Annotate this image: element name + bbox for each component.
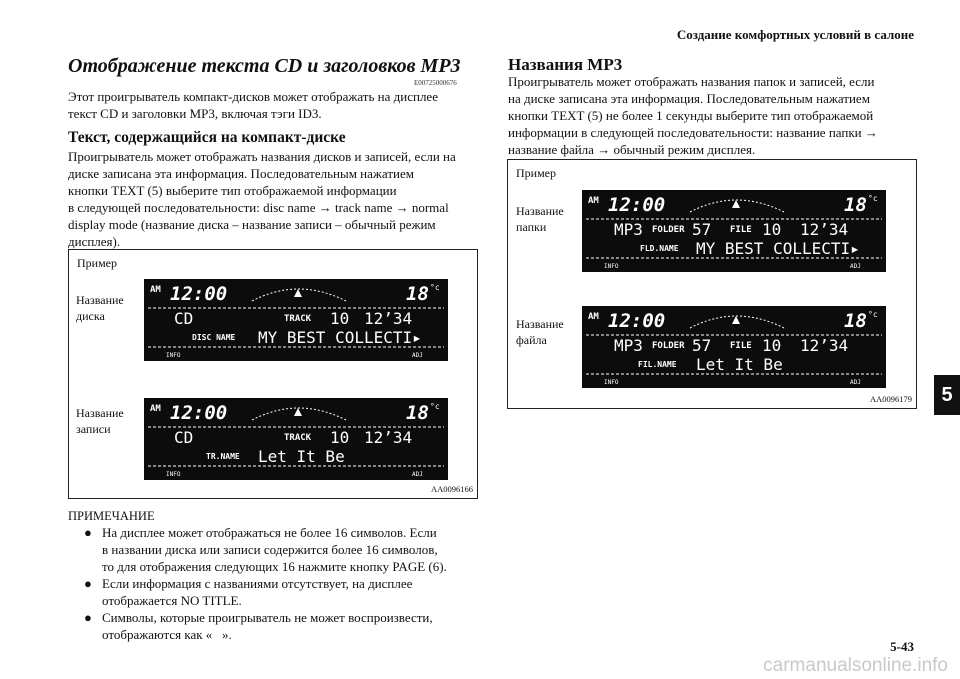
lcd-display-disc: [144, 279, 448, 361]
track-number: 10: [330, 309, 350, 328]
note-item: [84, 524, 447, 575]
folder-number: 57: [692, 220, 712, 239]
bullet-icon: ●: [84, 610, 92, 625]
title-text: MY BEST COLLECTI▸: [696, 239, 860, 258]
play-time: 12’34: [800, 336, 849, 355]
page-title: Отображение текста CD и заголовков MP3: [68, 55, 461, 77]
text-line: Проигрыватель может отображать названия дисков и записей, если на: [68, 149, 456, 164]
label-line: диска: [76, 309, 105, 323]
label-line: папки: [516, 220, 547, 234]
page-number: 5-43: [890, 639, 914, 654]
adj-label: ADJ: [412, 352, 423, 359]
text-line: то для отображения следующих 16 нажмите кнопку PAGE (6).: [102, 559, 447, 574]
text-line: информации в следующей последовательности: название папки →: [508, 125, 878, 140]
lcd-display-folder: [582, 190, 886, 272]
folder-number: 57: [692, 336, 712, 355]
text-line: кнопки TEXT (5) выберите тип отображаемой информации: [68, 183, 397, 198]
note-title: ПРИМЕЧАНИЕ: [68, 509, 155, 523]
airflow-icon: [732, 316, 740, 324]
text-line: Этот проигрыватель компакт-дисков может отображать на дисплее: [68, 89, 438, 104]
text-line: display mode (название диска – название записи – обычный режим: [68, 217, 436, 232]
temperature-display: 18: [406, 402, 429, 424]
temperature-unit: °c: [430, 402, 440, 411]
text-line: дисплея).: [68, 234, 121, 249]
lcd-display-file: [582, 306, 886, 388]
file-tag: FILE: [730, 225, 752, 235]
label-file-name: [516, 316, 564, 348]
cd-text-paragraph: [68, 148, 456, 250]
note-item: [84, 609, 447, 643]
section-header: Создание комфортных условий в салоне: [676, 27, 914, 42]
section-code: E00725000676: [414, 79, 457, 87]
text-line: название файла → обычный режим дисплея.: [508, 142, 756, 157]
temperature-display: 18: [844, 194, 867, 216]
clock-display: 12:00: [170, 402, 228, 424]
adj-label: ADJ: [850, 263, 861, 270]
text-line: в следующей последовательности: disc name → track name → normal: [68, 200, 449, 215]
label-line: файла: [516, 333, 547, 347]
name-tag: DISC NAME: [192, 333, 236, 342]
info-label: INFO: [166, 352, 181, 359]
figure-code: AA0096179: [869, 394, 912, 404]
label-line: Название: [516, 204, 564, 218]
source-mode: CD: [174, 309, 194, 328]
file-number: 10: [762, 336, 782, 355]
bullet-icon: ●: [84, 525, 92, 540]
temperature-unit: °c: [868, 194, 878, 203]
folder-tag: FOLDER: [652, 225, 685, 235]
play-time: 12’34: [800, 220, 849, 239]
label-line: Название: [516, 317, 564, 331]
text-line: Символы, которые проигрыватель не может воспроизвести,: [102, 610, 433, 625]
text-line: диске записана эта информация. Последовательным нажатием: [68, 166, 414, 181]
text-line: отображаются как « ».: [102, 627, 232, 642]
text-line: Проигрыватель может отображать названия папок и записей, если: [508, 74, 875, 89]
am-indicator: AM: [150, 404, 161, 414]
airflow-icon: [294, 408, 302, 416]
name-tag: FIL.NAME: [638, 360, 677, 369]
title-text: MY BEST COLLECTI▸: [258, 328, 422, 347]
am-indicator: AM: [150, 285, 161, 295]
airflow-icon: [732, 200, 740, 208]
adj-label: ADJ: [412, 471, 423, 478]
note-item: [84, 575, 447, 609]
folder-tag: FOLDER: [652, 341, 685, 351]
play-time: 12’34: [364, 309, 413, 328]
intro-paragraph: [68, 88, 438, 122]
name-tag: FLD.NAME: [640, 244, 679, 253]
info-label: INFO: [166, 471, 181, 478]
temperature-unit: °c: [430, 283, 440, 292]
mp3-paragraph: [508, 73, 878, 158]
track-tag: TRACK: [284, 314, 312, 324]
temperature-display: 18: [844, 310, 867, 332]
clock-display: 12:00: [608, 310, 666, 332]
track-number: 10: [330, 428, 350, 447]
text-line: текст CD и заголовки MP3, включая тэги ID3.: [68, 106, 322, 121]
example-label: Пример: [77, 256, 118, 270]
title-text: Let It Be: [258, 447, 345, 466]
chapter-tab: 5: [934, 375, 960, 415]
clock-display: 12:00: [170, 283, 228, 305]
label-folder-name: [516, 203, 564, 235]
mp3-title: Названия MP3: [508, 55, 623, 74]
temperature-display: 18: [406, 283, 429, 305]
airflow-icon: [294, 289, 302, 297]
note-list: [84, 524, 447, 643]
play-time: 12’34: [364, 428, 413, 447]
lcd-display-track: [144, 398, 448, 480]
label-line: Название: [76, 406, 124, 420]
track-tag: TRACK: [284, 433, 312, 443]
label-disc-name: [76, 292, 124, 324]
text-line: кнопки TEXT (5) не более 1 секунды выберите тип отображаемой: [508, 108, 874, 123]
watermark: carmanualsonline.info: [763, 655, 948, 676]
source-mode: MP3: [614, 336, 643, 355]
text-line: на диске записана эта информация. Последовательным нажатием: [508, 91, 870, 106]
source-mode: CD: [174, 428, 194, 447]
text-line: На дисплее может отображаться не более 16 символов. Если: [102, 525, 437, 540]
clock-display: 12:00: [608, 194, 666, 216]
am-indicator: AM: [588, 196, 599, 206]
info-label: INFO: [604, 263, 619, 270]
label-line: Название: [76, 293, 124, 307]
source-mode: MP3: [614, 220, 643, 239]
title-text: Let It Be: [696, 355, 783, 374]
label-track-name: [76, 405, 124, 437]
text-line: Если информация с названиями отсутствует, на дисплее: [102, 576, 413, 591]
text-line: в названии диска или записи содержится более 16 символов,: [102, 542, 438, 557]
file-tag: FILE: [730, 341, 752, 351]
figure-code: AA0096166: [430, 484, 473, 494]
file-number: 10: [762, 220, 782, 239]
bullet-icon: ●: [84, 576, 92, 591]
example-label: Пример: [516, 166, 557, 180]
subtitle: Текст, содержащийся на компакт-диске: [68, 129, 346, 146]
text-line: отображается NO TITLE.: [102, 593, 242, 608]
info-label: INFO: [604, 379, 619, 386]
adj-label: ADJ: [850, 379, 861, 386]
name-tag: TR.NAME: [206, 452, 240, 461]
label-line: записи: [76, 422, 111, 436]
temperature-unit: °c: [868, 310, 878, 319]
am-indicator: AM: [588, 312, 599, 322]
